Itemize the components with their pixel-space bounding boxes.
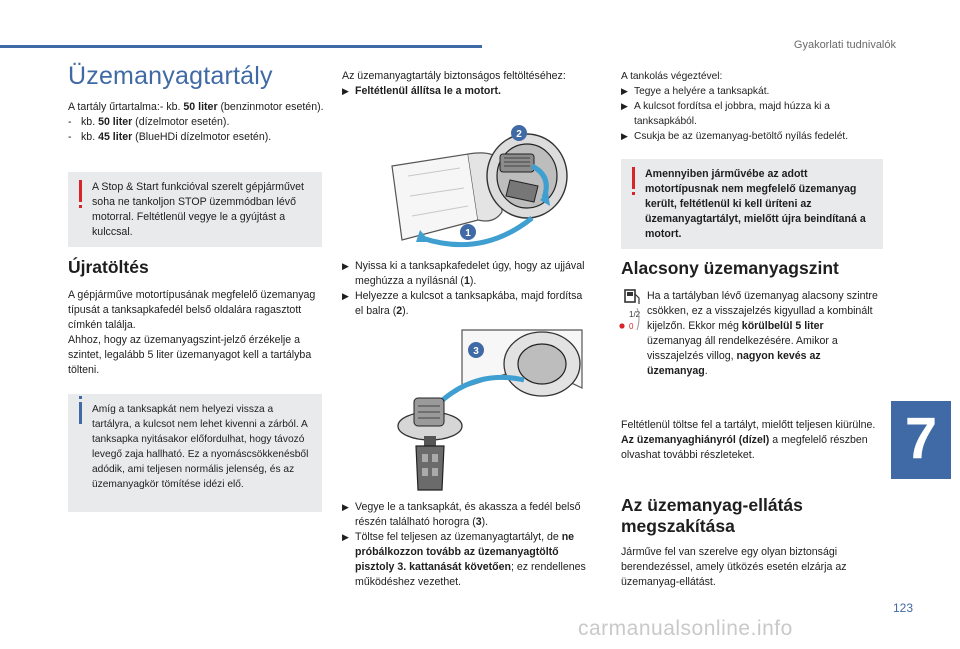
refuel-intro: Az üzemanyagtartály biztonságos feltöltéséhez: ▶ Feltétlenül állítsa le a motort.: [342, 69, 592, 99]
bullet-replace-cap: ▶ Tegye a helyére a tanksapkát.: [621, 86, 770, 97]
warning-icon: [632, 167, 635, 189]
bullet-turn-key: ▶ A kulcsot fordítsa el jobbra, majd húzza ki a tanksapkából.: [621, 101, 830, 127]
fuel-pump-icon: [617, 286, 643, 334]
refill-text: A gépjárműve motortípusának megfelelő üzemanyag típusát a tanksapkafedél belső oldalára ragasztott címkén találja. Ahhoz, hogy az üzemanyagszint-jelző érzékelje a szintet, legalább 5 liter üzemanyagot kell a tartályba tölteni.: [68, 289, 316, 376]
capacity-line-2: - kb. 50 liter (dízelmotor esetén).: [68, 116, 230, 128]
arrow-bullet-icon: ▶: [621, 101, 628, 111]
watermark: carmanualsonline.info: [578, 617, 793, 640]
fuel-cap-info-box: [68, 394, 322, 512]
arrow-bullet-icon: ▶: [342, 86, 349, 96]
bullet-insert-key: ▶ Helyezze a kulcsot a tanksapkába, majd fordítsa el balra (2).: [342, 290, 583, 317]
warning-text: A Stop & Start funkcióval szerelt gépjárművet soha ne tankoljon STOP üzemmódban lévő motorral. Feltétlenül vegye le a gyújtást a kulccsal.: [92, 181, 304, 238]
arrow-bullet-icon: ▶: [342, 532, 349, 542]
low-fuel-heading: Alacsony üzemanyagszint: [621, 258, 839, 278]
step-badge-1: 1: [465, 228, 471, 239]
bullet-open-flap: ▶ Nyissa ki a tanksapkafedelet úgy, hogy az ujjával meghúzza a nyílásnál (1).: [342, 260, 585, 287]
bullet-remove-cap: ▶ Vegye le a tanksapkát, és akassza a fedél belső részén található horogra (3).: [342, 501, 581, 528]
fuel-cutoff-heading: Az üzemanyag-ellátás megszakítása: [621, 495, 803, 536]
refuel-steps-2: [342, 500, 592, 590]
arrow-bullet-icon: ▶: [342, 291, 349, 301]
section-title: Gyakorlati tudnivalók: [793, 39, 896, 51]
fuel-flap-opening-illustration: [382, 120, 572, 252]
gauge-half-label: 1/2: [629, 310, 641, 319]
chapter-number: 7: [904, 406, 938, 471]
arrow-bullet-icon: ▶: [342, 261, 349, 271]
stop-start-warning-box: [68, 172, 322, 247]
low-fuel-advice: Feltétlenül töltse fel a tartályt, mielőtt teljesen kiürülne. Az üzemanyaghiányról (dízel) a megfelelő részben olvashat további részleteket.: [621, 419, 876, 461]
step-badge-3: 3: [473, 346, 479, 357]
header-rule: [0, 45, 482, 48]
arrow-bullet-icon: ▶: [342, 502, 349, 512]
gauge-zero-label: 0: [629, 322, 634, 331]
warning-icon: [79, 180, 82, 202]
chapter-tab: [891, 401, 951, 479]
step-badge-2: 2: [516, 129, 522, 140]
low-fuel-description: Ha a tartályban lévő üzemanyag alacsony szintre csökken, ez a visszajelzés kigyullad a kombinált kijelzőn. Ekkor még körülbelül 5 liter üzemanyag áll rendelkezésére. Amikor a visszajelzés villog, nagyon kevés az üzemanyag.: [647, 290, 878, 377]
refuel-steps-1: [342, 259, 592, 319]
capacity-line-1: A tartály űrtartalma:- kb. 50 liter (benzinmotor esetén).: [68, 101, 324, 113]
info-text: Amíg a tanksapkát nem helyezi vissza a tartályra, a kulcsot nem lehet kivenni a zárból. A tanksapka nyitásakor előfordulhat, hogy távozó levegő zaja hallható. Ez a nyomáscsökkenésből adódik, ami teljesen normális jelenség, és az üzemanyagkör tömítése idézi elő.: [92, 404, 309, 490]
arrow-bullet-icon: ▶: [621, 131, 628, 141]
bullet-stop-engine: ▶ Feltétlenül állítsa le a motort.: [342, 85, 501, 97]
after-refuel-block: A tankolás végeztével: ▶ Tegye a helyére a tanksapkát. ▶ A kulcsot fordítsa el jobbra, majd húzza ki a tanksapkából. ▶ Csukja be az üzemanyag-betöltő nyílás fedelét.: [621, 69, 885, 144]
fuel-cap-removal-illustration: [392, 328, 588, 498]
page-number: 123: [893, 601, 914, 615]
wrong-fuel-warning-text: Amennyiben járművébe az adott motortípusnak nem megfelelő üzemanyag került, feltétlenül ki kell üríteni az üzemanyagtartályt, mielőtt újra beindítaná a motort.: [645, 168, 866, 240]
bullet-close-flap: ▶ Csukja be az üzemanyag-betöltő nyílás fedelét.: [621, 131, 849, 142]
refill-heading: Újratöltés: [68, 257, 149, 277]
wrong-fuel-warning-box: [621, 159, 883, 249]
info-icon: [79, 402, 82, 424]
fuel-cutoff-text: Járműve fel van szerelve egy olyan biztonsági berendezéssel, amely ütközés esetén elzárja az üzemanyag-ellátást.: [621, 546, 847, 588]
arrow-bullet-icon: ▶: [621, 86, 628, 96]
capacity-block: [68, 100, 324, 145]
page-title: Üzemanyagtartály: [68, 62, 273, 90]
capacity-line-3: - kb. 45 liter (BlueHDi dízelmotor esetén).: [68, 131, 272, 143]
bullet-fill-tank: ▶ Töltse fel teljesen az üzemanyagtartályt, de ne próbálkozzon tovább az üzemanyagtöltő pisztoly 3. kattanását követően; ez rendellenes működéshez vezethet.: [342, 531, 586, 588]
